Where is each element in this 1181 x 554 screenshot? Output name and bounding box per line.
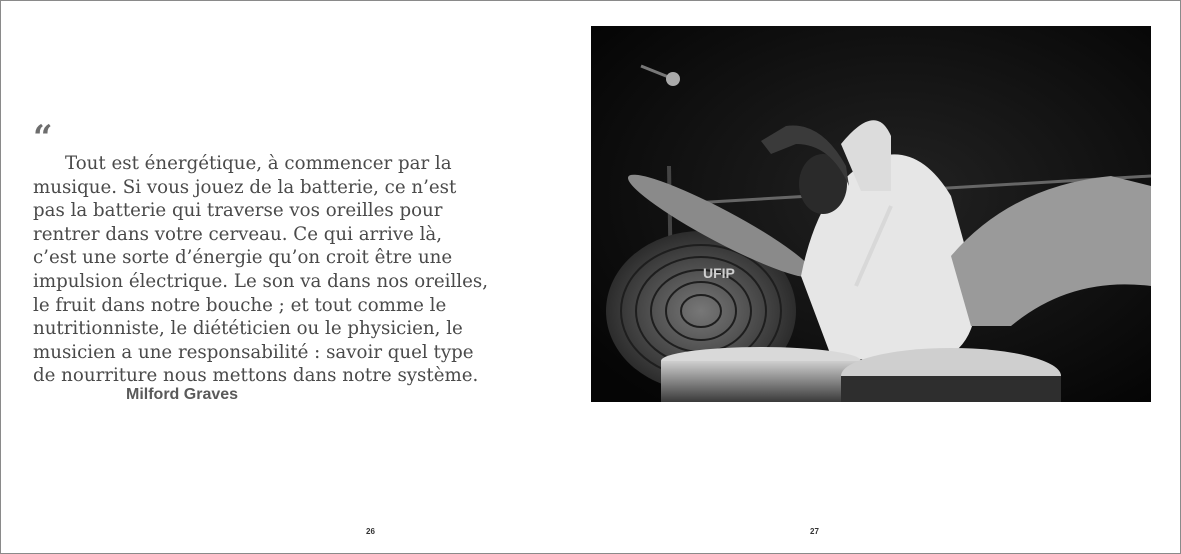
quote-mark: “: [33, 118, 53, 158]
drummer-photo-icon: [591, 26, 1151, 402]
page-number-right: 27: [810, 527, 819, 536]
cymbal-logo: UFIP: [703, 265, 735, 281]
page-number-left: 26: [366, 527, 375, 536]
right-page: [591, 1, 1180, 553]
quote-text: Tout est énergétique, à commencer par la musique. Si vous jouez de la batterie, ce n’est pas la batterie qui traverse vos oreilles pour rentrer dans votre cerveau. Ce qui arrive là, c’est une sorte d’énergie qu’on croit être une impulsion électrique. Le son va dans nos oreilles, le fruit dans notre bouche ; et tout comme le nutritionniste, le diététicien ou le physicien, le musicien a une responsabilité : savoir quel type de nourriture nous mettons dans notre système.: [33, 153, 488, 387]
quote-author: Milford Graves: [126, 386, 239, 403]
left-page: [1, 1, 591, 553]
drummer-photo: [591, 26, 1151, 402]
